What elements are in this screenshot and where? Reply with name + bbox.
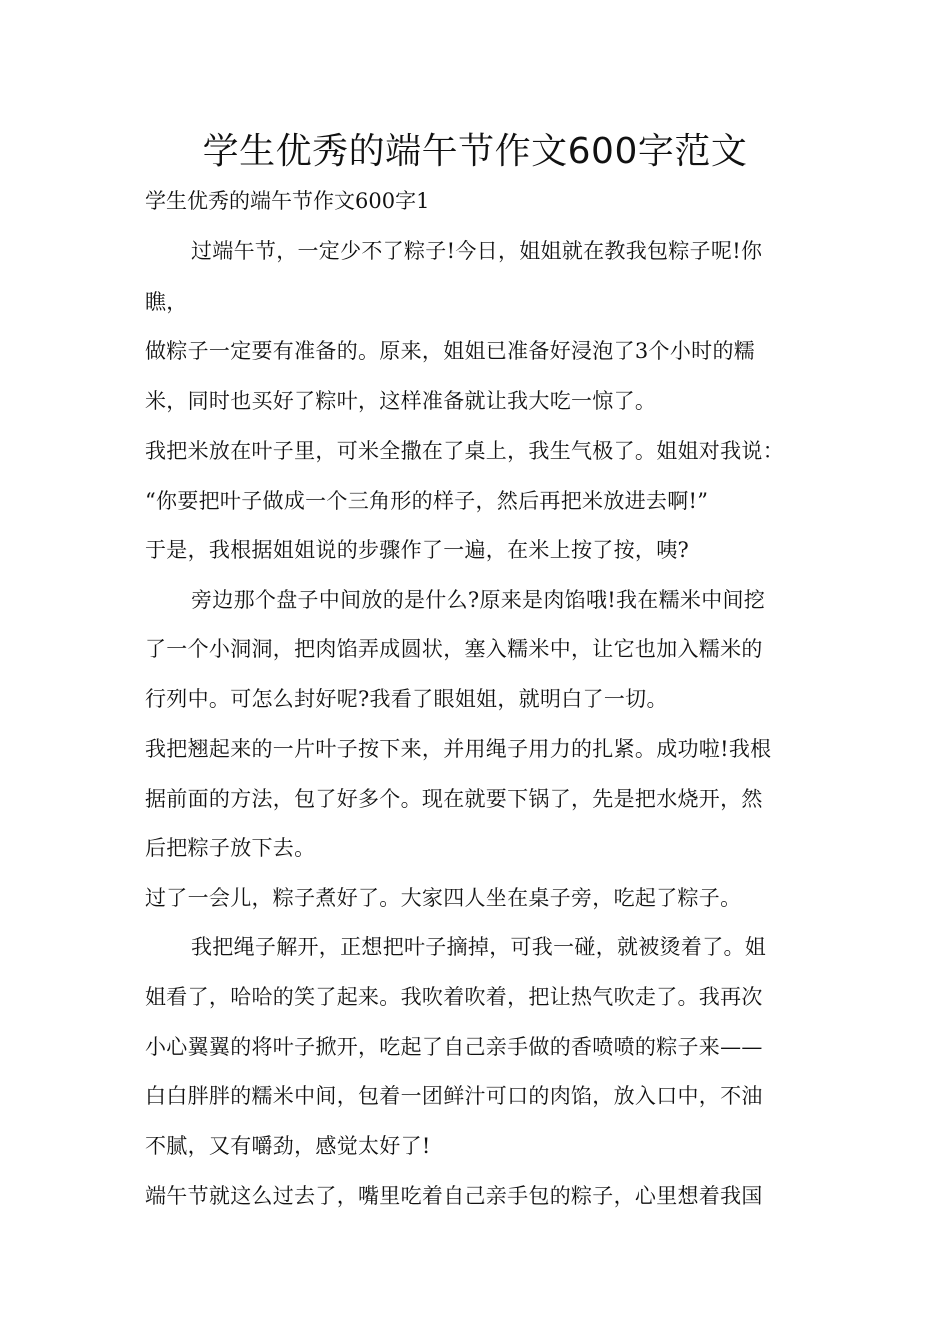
text-line-12: 据前面的方法，包了好多个。现在就要下锅了，先是把水烧开，然 [145,787,763,811]
text-line-10: 行列中。可怎么封好呢?我看了眼姐姐，就明白了一切。 [145,687,668,711]
text-line-17: 小心翼翼的将叶子掀开，吃起了自己亲手做的香喷喷的粽子来—— [145,1035,763,1059]
text-line-5: 我把米放在叶子里，可米全撒在了桌上，我生气极了。姐姐对我说： [145,439,784,463]
text-line-20: 端午节就这么过去了，嘴里吃着自己亲手包的粽子，心里想着我国 [145,1184,763,1208]
text-line-1: 过端午节，一定少不了粽子!今日，姐姐就在教我包粽子呢!你 [191,239,763,263]
text-line-16: 姐看了，哈哈的笑了起来。我吹着吹着，把让热气吹走了。我再次 [145,985,763,1009]
text-line-2: 瞧， [145,290,188,314]
text-line-19: 不腻，又有嚼劲，感觉太好了! [145,1134,431,1158]
text-line-8: 旁边那个盘子中间放的是什么?原来是肉馅哦!我在糯米中间挖 [191,588,766,612]
text-line-13: 后把粽子放下去。 [145,836,316,860]
text-line-9: 了一个小洞洞，把肉馅弄成圆状，塞入糯米中，让它也加入糯米的 [145,637,763,661]
text-line-18: 白白胖胖的糯米中间，包着一团鲜汁可口的肉馅，放入口中，不油 [145,1084,763,1108]
document-title: 学生优秀的端午节作文600字范文 [202,131,748,172]
text-line-11: 我把翘起来的一片叶子按下来，并用绳子用力的扎紧。成功啦!我根 [145,737,772,761]
text-line-4: 米，同时也买好了粽叶，这样准备就让我大吃一惊了。 [145,389,657,413]
text-line-3: 做粽子一定要有准备的。原来，姐姐已准备好浸泡了3个小时的糯 [145,339,756,363]
text-line-6: “你要把叶子做成一个三角形的样子，然后再把米放进去啊!” [145,489,709,513]
document-subtitle: 学生优秀的端午节作文600字1 [145,189,430,213]
text-line-7: 于是，我根据姐姐说的步骤作了一遍，在米上按了按，咦? [145,538,690,562]
text-line-14: 过了一会儿，粽子煮好了。大家四人坐在桌子旁，吃起了粽子。 [145,886,742,910]
text-line-15: 我把绳子解开，正想把叶子摘掉，可我一碰，就被烫着了。姐 [191,935,767,959]
